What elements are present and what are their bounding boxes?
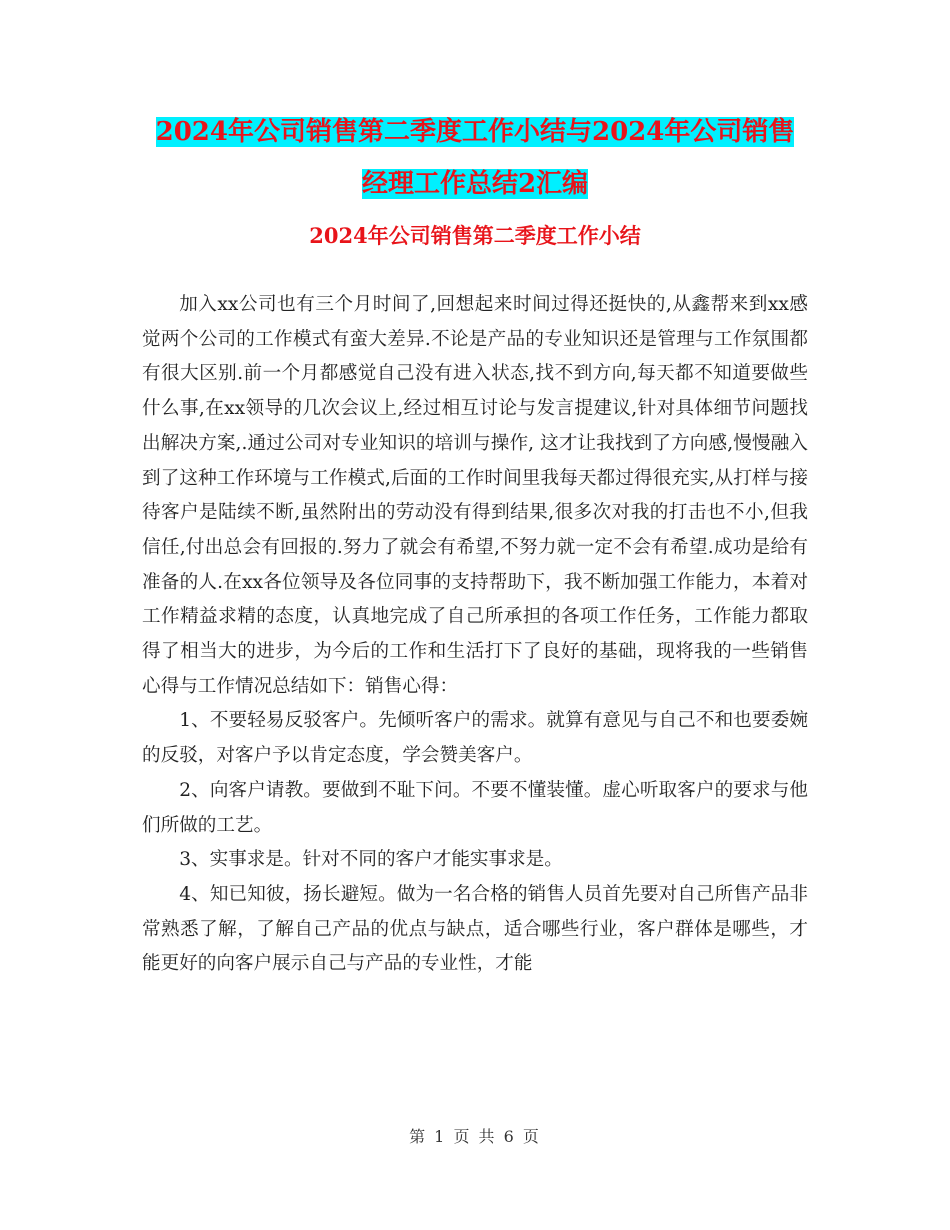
page-footer: 第 1 页 共 6 页 [409,1127,541,1146]
paragraph-item-4: 4、知已知彼，扬长避短。做为一名合格的销售人员首先要对自己所售产品非常熟悉了解，了解自己产品的优点与缺点，适合哪些行业，客户群体是哪些，才能更好的向客户展示自己与产品的专业性，才能 [142,883,808,975]
title-line-1: 2024年公司销售第二季度工作小结与2024年公司销售 [155,117,795,147]
section-title: 2024年公司销售第二季度工作小结 [309,223,641,248]
title-line-2: 经理工作总结2汇编 [361,169,589,199]
body-text [142,288,808,982]
paragraph-item-2: 2、向客户请教。要做到不耻下问。不要不懂装懂。虚心听取客户的要求与他们所做的工艺。 [142,779,808,836]
paragraph-item-1: 1、不要轻易反驳客户。先倾听客户的需求。就算有意见与自己不和也要委婉的反驳，对客户予以肯定态度，学会赞美客户。 [142,710,808,767]
document-title [140,106,810,210]
paragraph-item-3: 3、实事求是。针对不同的客户才能实事求是。 [179,849,563,871]
paragraph-intro: 加入xx公司也有三个月时间了,回想起来时间过得还挺快的,从鑫帮来到xx感觉两个公司的工作模式有蛮大差异.不论是产品的专业知识还是管理与工作氛围都有很大区别.前一个月都感觉自己没有进入状态,找不到方向,每天都不知道要做些什么事,在xx领导的几次会议上,经过相互讨论与发言提建议,针对具体细节问题找出解决方案,.通过公司对专业知识的培训与操作, 这才让我找到了方向感,慢慢融入到了这种工作环境与工作模式,后面的工作时间里我每天都过得很充实,从打样与接待客户是陆续不断,虽然附出的劳动没有得到结果,很多次对我的打击也不小,但我信任,付出总会有回报的.努力了就会有希望,不努力就一定不会有希望.成功是给有准备的人.在xx各位领导及各位同事的支持帮助下，我不断加强工作能力，本着对工作精益求精的态度，认真地完成了自己所承担的各项工作任务，工作能力都取得了相当大的进步，为今后的工作和生活打下了良好的基础，现将我的一些销售心得与工作情况总结如下：销售心得： [142,294,808,697]
